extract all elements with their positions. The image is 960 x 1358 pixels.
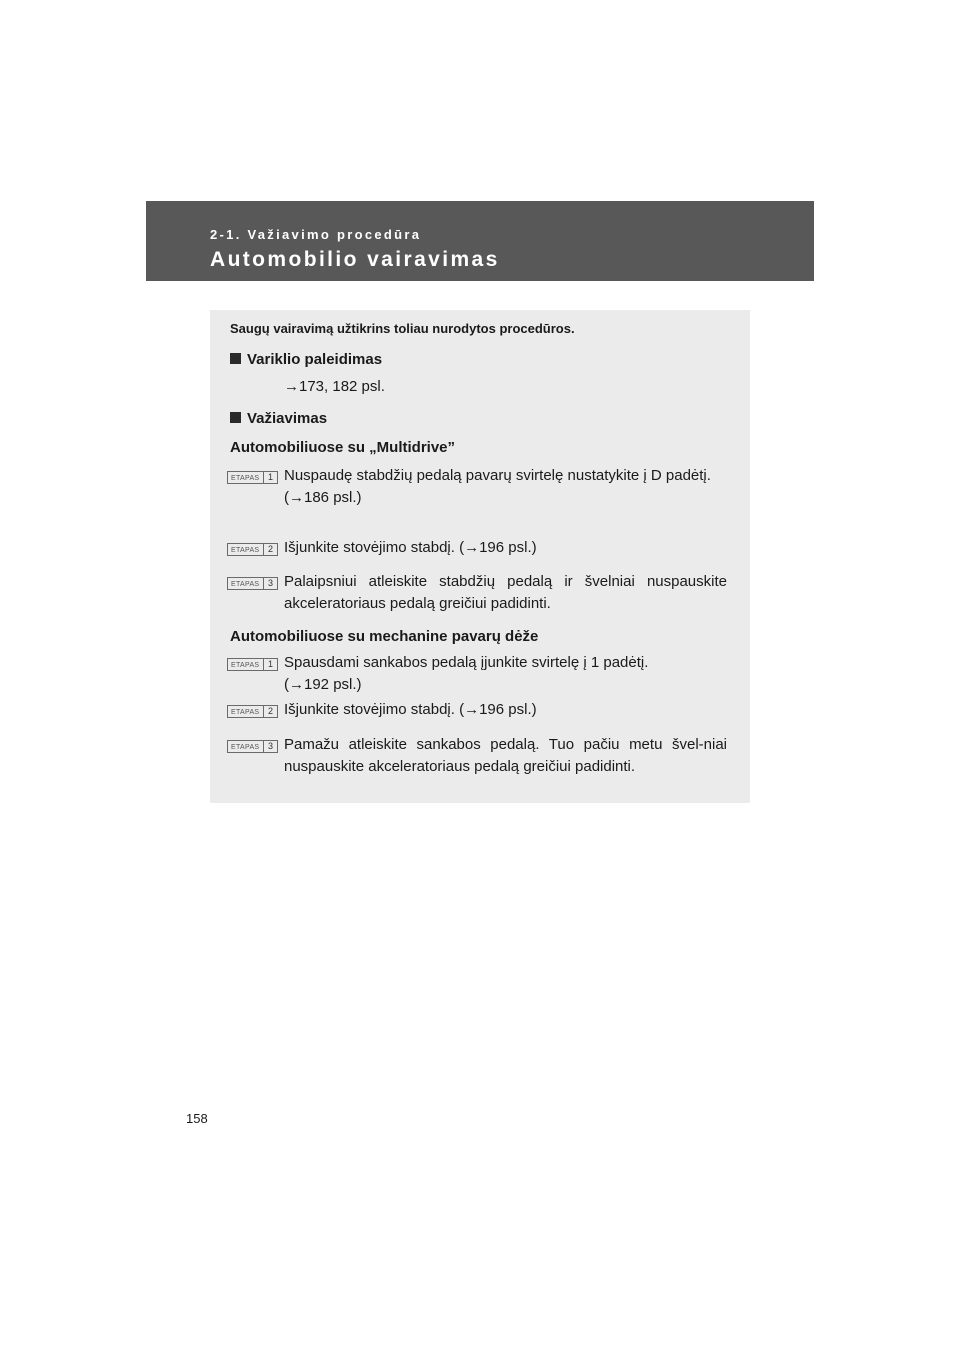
section-header [146,201,814,281]
manual-heading: Automobiliuose su mechanine pavarų dėže [230,628,539,645]
etapas-badge: ETAPAS 2 [227,543,278,556]
etapas-badge: ETAPAS 1 [227,471,278,484]
driving-heading [230,410,327,427]
bullet-square-icon [230,412,241,423]
section-label: 2-1. Važiavimo procedūra [210,227,422,242]
step-text: Nuspaudę stabdžių pedalą pavarų svirtelę nustatykite į D padėtį. [284,467,711,484]
step-text: Palaipsniui atleiskite stabdžių pedalą ir švelniai nuspauskite akceleratoriaus pedalą greičiui padidinti. [284,573,727,612]
step-text: Pamažu atleiskite sankabos pedalą. Tuo pačiu metu švel-niai nuspauskite akceleratoriaus pedalą greičiui padidinti. [284,736,727,775]
page-title: Automobilio vairavimas [210,248,500,271]
engine-start-heading [230,351,382,368]
step-ref: (→192 psl.) [284,676,362,693]
page-number: 158 [186,1111,208,1126]
step-text: Spausdami sankabos pedalą įjunkite svirtelę į 1 padėtį. [284,654,649,671]
etapas-badge: ETAPAS 2 [227,705,278,718]
etapas-badge: ETAPAS 3 [227,577,278,590]
etapas-badge: ETAPAS 3 [227,740,278,753]
driving-heading-text: Važiavimas [247,410,328,427]
etapas-badge: ETAPAS 1 [227,658,278,671]
engine-start-ref: →173, 182 psl. [284,378,385,395]
step-text: Išjunkite stovėjimo stabdį. (→196 psl.) [284,701,537,718]
procedure-box [210,310,750,803]
bullet-square-icon [230,353,241,364]
multidrive-heading: Automobiliuose su „Multidrive” [230,439,456,456]
engine-start-heading-text: Variklio paleidimas [247,351,383,368]
intro-text: Saugų vairavimą užtikrins toliau nurodytos procedūros. [230,321,575,336]
step-ref: (→186 psl.) [284,489,362,506]
step-text: Išjunkite stovėjimo stabdį. (→196 psl.) [284,539,537,556]
